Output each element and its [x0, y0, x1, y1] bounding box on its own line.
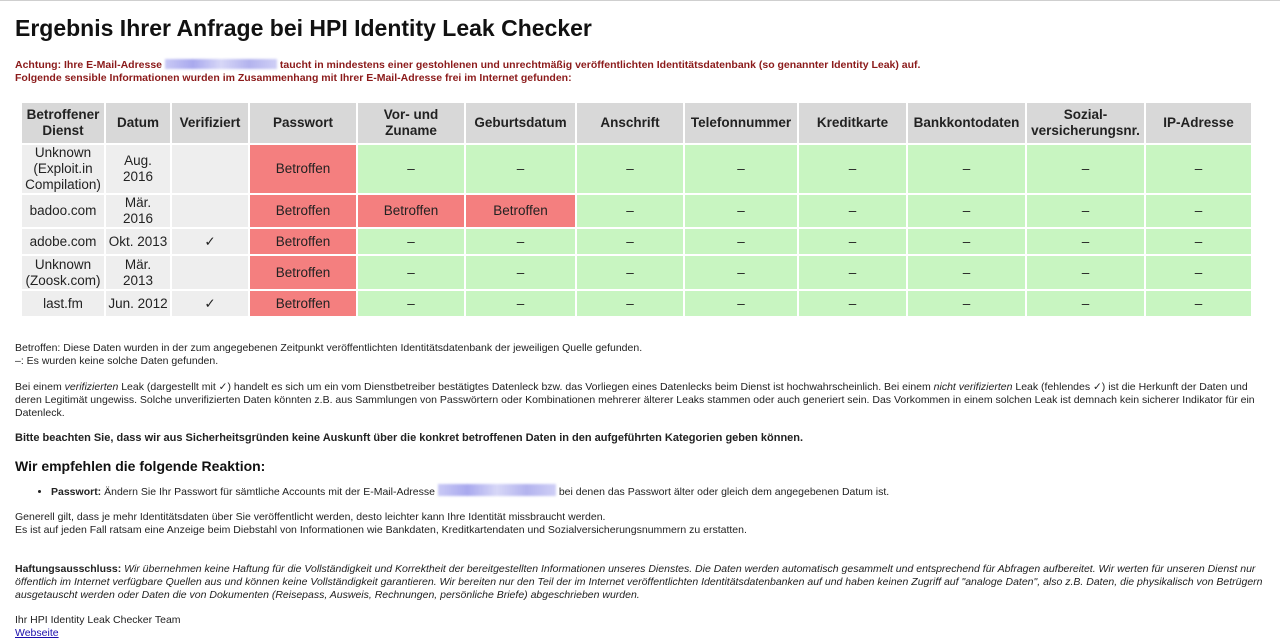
cell-social-security: – [1027, 229, 1144, 254]
cell-phone: – [685, 256, 797, 289]
warning-line1-before: Achtung: Ihre E-Mail-Adresse [15, 59, 163, 71]
cell-service: badoo.com [22, 195, 104, 227]
header-ip: IP-Adresse [1146, 103, 1251, 143]
signature-block [15, 614, 1265, 640]
table-row [22, 256, 1251, 289]
cell-ip: – [1146, 291, 1251, 316]
cell-phone: – [685, 229, 797, 254]
verified-note-em1: verifizierten [64, 381, 119, 393]
cell-password: Betroffen [250, 145, 356, 193]
warning-line1-after: taucht in mindestens einer gestohlenen und unrechtmäßig veröffentlichten Identitätsdatenbank (so genannter Identity Leak) auf. [279, 59, 921, 71]
table-row [22, 145, 1251, 193]
header-birthdate: Geburtsdatum [466, 103, 575, 143]
cell-phone: – [685, 195, 797, 227]
top-border [0, 0, 1280, 7]
cell-address: – [577, 256, 683, 289]
cell-service: adobe.com [22, 229, 104, 254]
disclaimer [15, 563, 1265, 602]
page-title: Ergebnis Ihrer Anfrage bei HPI Identity Leak Checker [15, 15, 592, 41]
cell-password: Betroffen [250, 291, 356, 316]
cell-name: – [358, 256, 464, 289]
redacted-email [165, 59, 277, 69]
legend-affected: Betroffen: Diese Daten wurden in der zum angegebenen Zeitpunkt veröffentlichten Identitätsdatenbank der jeweiligen Quelle gefunden. [15, 342, 643, 354]
cell-name: Betroffen [358, 195, 464, 227]
table-row [22, 229, 1251, 254]
cell-verified [172, 195, 248, 227]
cell-birthdate: – [466, 145, 575, 193]
cell-verified [172, 145, 248, 193]
recommendation-label: Passwort: [51, 486, 102, 498]
cell-ip: – [1146, 145, 1251, 193]
leak-results-table [20, 101, 1253, 318]
cell-social-security: – [1027, 291, 1144, 316]
cell-service: last.fm [22, 291, 104, 316]
cell-date: Mär. 2013 [106, 256, 170, 289]
cell-name: – [358, 291, 464, 316]
header-phone: Telefonnummer [685, 103, 797, 143]
cell-social-security: – [1027, 256, 1144, 289]
recommendation-heading: Wir empfehlen die folgende Reaktion: [15, 458, 266, 474]
cell-birthdate: – [466, 256, 575, 289]
cell-social-security: – [1027, 145, 1144, 193]
cell-ip: – [1146, 229, 1251, 254]
cell-address: – [577, 145, 683, 193]
table-header-row [22, 103, 1251, 143]
cell-bank: – [908, 256, 1025, 289]
verified-note [15, 381, 1265, 420]
cell-password: Betroffen [250, 229, 356, 254]
general-line2: Es ist auf jeden Fall ratsam eine Anzeige beim Diebstahl von Informationen wie Bankdaten, Kreditkartendaten und Sozialversicherungsnummern zu erstatten. [15, 524, 747, 536]
security-note: Bitte beachten Sie, dass wir aus Sicherheitsgründen keine Auskunft über die konkret betroffenen Daten in den aufgeführten Kategorien geben können. [15, 432, 804, 444]
header-social-security: Sozial-versicherungsnr. [1027, 103, 1144, 143]
general-line1: Generell gilt, dass je mehr Identitätsdaten über Sie veröffentlicht werden, desto leichter kann Ihre Identität missbraucht werden. [15, 511, 606, 523]
cell-bank: – [908, 195, 1025, 227]
list-item [51, 484, 1265, 499]
verified-note-part3: Leak (fehlendes ✓) ist die Herkunft der Daten und deren Legitimät ungewiss. Solche unverifizierten Daten könnten z.B. aus Sammlungen von Passwörtern oder Kombinationen mehrerer älterer Leaks stammen oder auch generiert sein. Das Vorkommen in einem solchen Leak ist demnach kein sicherer Indikator für ein Datenleck. [15, 381, 1255, 419]
cell-name: – [358, 229, 464, 254]
page-content [0, 15, 1280, 640]
cell-bank: – [908, 229, 1025, 254]
header-verified: Verifiziert [172, 103, 248, 143]
cell-address: – [577, 291, 683, 316]
cell-verified: ✓ [172, 229, 248, 254]
cell-creditcard: – [799, 145, 906, 193]
recommendation-list [15, 484, 1265, 499]
header-creditcard: Kreditkarte [799, 103, 906, 143]
verified-note-part1: Bei einem [15, 381, 65, 393]
header-name: Vor- und Zuname [358, 103, 464, 143]
recommendation-after: bei denen das Passwort älter oder gleich dem angegebenen Datum ist. [558, 486, 890, 498]
cell-phone: – [685, 145, 797, 193]
verified-note-part2: Leak (dargestellt mit ✓) handelt es sich um ein vom Dienstbetreiber bestätigtes Datenleck bzw. das Vorliegen eines Datenlecks beim Dienst ist hochwahrscheinlich. Bei einem [118, 381, 934, 393]
cell-bank: – [908, 291, 1025, 316]
redacted-email [438, 484, 556, 496]
website-link[interactable]: Webseite [15, 627, 59, 639]
cell-birthdate: – [466, 291, 575, 316]
cell-date: Jun. 2012 [106, 291, 170, 316]
cell-creditcard: – [799, 256, 906, 289]
cell-address: – [577, 195, 683, 227]
cell-date: Aug. 2016 [106, 145, 170, 193]
cell-verified [172, 256, 248, 289]
cell-password: Betroffen [250, 195, 356, 227]
disclaimer-text: Wir übernehmen keine Haftung für die Vollständigkeit und Korrektheit der bereitgestellten Informationen unseres Dienstes. Die Daten werden automatisch gesammelt und entsprechend für Abfragen aufbereitet. Wir werten für unseren Dienst nur öffentlich im Internet verfügbare Quellen aus und können keine Vollständigkeit garantieren. Wir bereiten nur den Teil der im Internet veröffentlichten Identitätsdatenbanken auf und haben keinen Zugriff auf "analoge Daten", also z.B. Daten, die physikalisch von Betrügern ausgetauscht werden oder Daten die von Dokumenten (Reisepass, Ausweis, Rechnungen, persönliche Briefe) abgeschrieben wurden. [15, 563, 1263, 601]
table-row [22, 195, 1251, 227]
legend-none: –: Es wurden keine solche Daten gefunden. [15, 355, 219, 367]
cell-creditcard: – [799, 229, 906, 254]
cell-creditcard: – [799, 195, 906, 227]
cell-date: Mär. 2016 [106, 195, 170, 227]
cell-service: Unknown (Exploit.in Compilation) [22, 145, 104, 193]
header-bank: Bankkontodaten [908, 103, 1025, 143]
cell-creditcard: – [799, 291, 906, 316]
cell-bank: – [908, 145, 1025, 193]
cell-address: – [577, 229, 683, 254]
cell-birthdate: – [466, 229, 575, 254]
table-row [22, 291, 1251, 316]
legend [15, 342, 1265, 368]
cell-service: Unknown (Zoosk.com) [22, 256, 104, 289]
warning-line2: Folgende sensible Informationen wurden im Zusammenhang mit Ihrer E-Mail-Adresse frei im Internet gefunden: [15, 72, 572, 84]
cell-date: Okt. 2013 [106, 229, 170, 254]
cell-ip: – [1146, 195, 1251, 227]
cell-name: – [358, 145, 464, 193]
header-password: Passwort [250, 103, 356, 143]
disclaimer-label: Haftungsausschluss: [15, 563, 122, 575]
header-date: Datum [106, 103, 170, 143]
header-address: Anschrift [577, 103, 683, 143]
recommendation-before: Ändern Sie Ihr Passwort für sämtliche Accounts mit der E-Mail-Adresse [101, 486, 435, 498]
cell-verified: ✓ [172, 291, 248, 316]
header-service: Betroffener Dienst [22, 103, 104, 143]
cell-birthdate: Betroffen [466, 195, 575, 227]
warning-text [15, 59, 1265, 85]
cell-social-security: – [1027, 195, 1144, 227]
verified-note-em2: nicht verifizierten [933, 381, 1013, 393]
signature: Ihr HPI Identity Leak Checker Team [15, 614, 181, 626]
cell-ip: – [1146, 256, 1251, 289]
cell-password: Betroffen [250, 256, 356, 289]
cell-phone: – [685, 291, 797, 316]
general-note [15, 511, 1265, 537]
